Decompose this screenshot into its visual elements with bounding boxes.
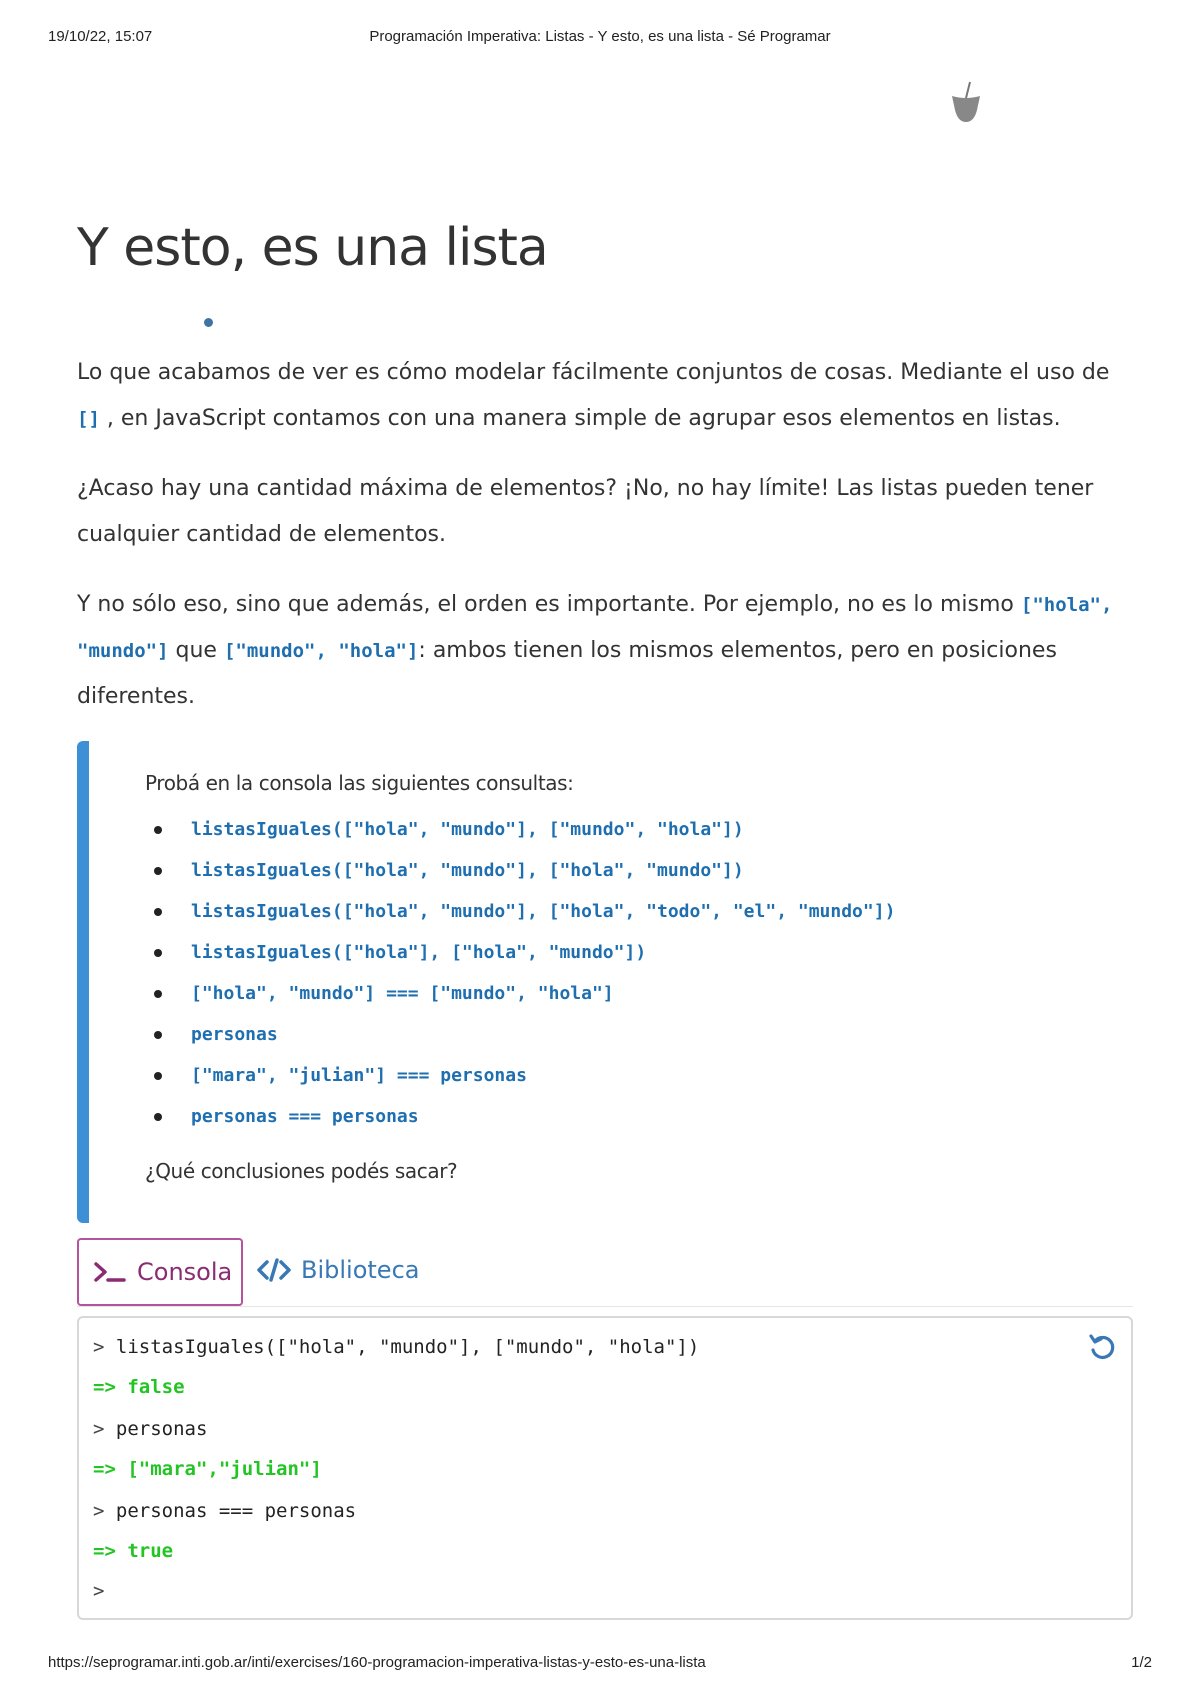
exercise-instructions: [77, 741, 1145, 1223]
list-item: [151, 973, 895, 1014]
query-code: listasIguales(["hola", "mundo"], ["hola", "todo", "el", "mundo"]): [191, 901, 896, 922]
list-item: [151, 850, 895, 891]
bullet-icon: [154, 949, 162, 957]
console-text: personas === personas: [115, 1500, 357, 1522]
paragraph-text: : ambos tienen los mismos elementos, pero en posiciones diferentes.: [77, 638, 1057, 709]
console-input-line: [93, 1418, 207, 1440]
code-icon: [257, 1258, 291, 1282]
print-date: 19/10/22, 15:07: [48, 28, 153, 45]
query-code: personas: [191, 1024, 278, 1045]
bullet-icon: [154, 1072, 162, 1080]
terminal-icon: [93, 1261, 127, 1283]
paragraph-text: Y no sólo eso, sino que además, el orden es importante. Por ejemplo, no es lo mismo: [77, 592, 1021, 617]
paragraph-intro: [77, 350, 1133, 442]
query-code: personas === personas: [191, 1106, 419, 1127]
console-text: personas: [115, 1418, 208, 1440]
bullet-icon: [154, 1113, 162, 1121]
main-content: [77, 218, 1133, 709]
console-output-line: => ["mara","julian"]: [93, 1458, 322, 1480]
console-prompt-input[interactable]: [93, 1580, 116, 1602]
prompt-icon: >: [93, 1418, 116, 1440]
prompt-icon: >: [93, 1580, 116, 1602]
exercise-intro: Probá en la consola las siguientes consultas:: [145, 771, 574, 795]
query-code: listasIguales(["hola"], ["hola", "mundo"]): [191, 942, 647, 963]
console-output-line: => false: [93, 1376, 185, 1398]
list-item: [151, 1096, 895, 1137]
bullet-icon: [154, 908, 162, 916]
paragraph-text: que: [168, 638, 224, 663]
console-input-line: [93, 1336, 699, 1358]
console-output-line: => true: [93, 1540, 174, 1562]
query-code: ["mara", "julian"] === personas: [191, 1065, 527, 1086]
print-title: Programación Imperativa: Listas - Y esto, es una lista - Sé Programar: [369, 28, 831, 45]
query-code: listasIguales(["hola", "mundo"], ["mundo", "hola"]): [191, 819, 744, 840]
list-item: [151, 809, 895, 850]
print-url: https://seprogramar.inti.gob.ar/inti/exercises/160-programacion-imperativa-listas-y-esto-es-una-lista: [48, 1654, 706, 1671]
inline-code: ["hola", "mundo"]: [77, 594, 1113, 662]
bullet-icon: [154, 867, 162, 875]
console-input-line: [93, 1500, 356, 1522]
list-item: [151, 1055, 895, 1096]
exercise-question: ¿Qué conclusiones podés sacar?: [145, 1159, 458, 1183]
prompt-icon: >: [93, 1336, 116, 1358]
paragraph-text: Lo que acabamos de ver es cómo modelar fácilmente conjuntos de cosas. Mediante el uso de: [77, 360, 1110, 385]
tab-console-label: Consola: [137, 1258, 233, 1286]
print-footer: [48, 1654, 1152, 1674]
console-panel[interactable]: [77, 1316, 1133, 1620]
query-code: listasIguales(["hola", "mundo"], ["hola", "mundo"]): [191, 860, 744, 881]
bullet-icon: [154, 826, 162, 834]
query-code: ["hola", "mundo"] === ["mundo", "hola"]: [191, 983, 614, 1004]
print-header: [48, 28, 1152, 48]
prompt-icon: >: [93, 1500, 116, 1522]
editor-tabs: [77, 1238, 1133, 1307]
list-item: [151, 1014, 895, 1055]
list-item: [151, 932, 895, 973]
tab-library[interactable]: [257, 1238, 419, 1302]
paragraph-order: [77, 582, 1133, 720]
console-text: listasIguales(["hola", "mundo"], ["mundo", "hola"]): [115, 1336, 700, 1358]
mate-cup-icon[interactable]: [948, 80, 984, 126]
inline-code: ["mundo", "hola"]: [223, 640, 419, 662]
query-list: [151, 809, 895, 1137]
print-page-number: 1/2: [1131, 1654, 1152, 1671]
inline-code: []: [77, 408, 100, 430]
paragraph-limits: ¿Acaso hay una cantidad máxima de elementos? ¡No, no hay límite! Las listas pueden tener cualquier cantidad de elementos.: [77, 476, 1094, 547]
progress-dot[interactable]: [204, 318, 213, 327]
bullet-icon: [154, 990, 162, 998]
list-item: [151, 891, 895, 932]
bullet-icon: [154, 1031, 162, 1039]
reset-icon[interactable]: [1087, 1332, 1117, 1362]
tab-library-label: Biblioteca: [301, 1256, 420, 1284]
tab-console[interactable]: [77, 1238, 243, 1306]
paragraph-text: , en JavaScript contamos con una manera simple de agrupar esos elementos en listas.: [99, 406, 1061, 431]
page-title: Y esto, es una lista: [77, 218, 548, 278]
